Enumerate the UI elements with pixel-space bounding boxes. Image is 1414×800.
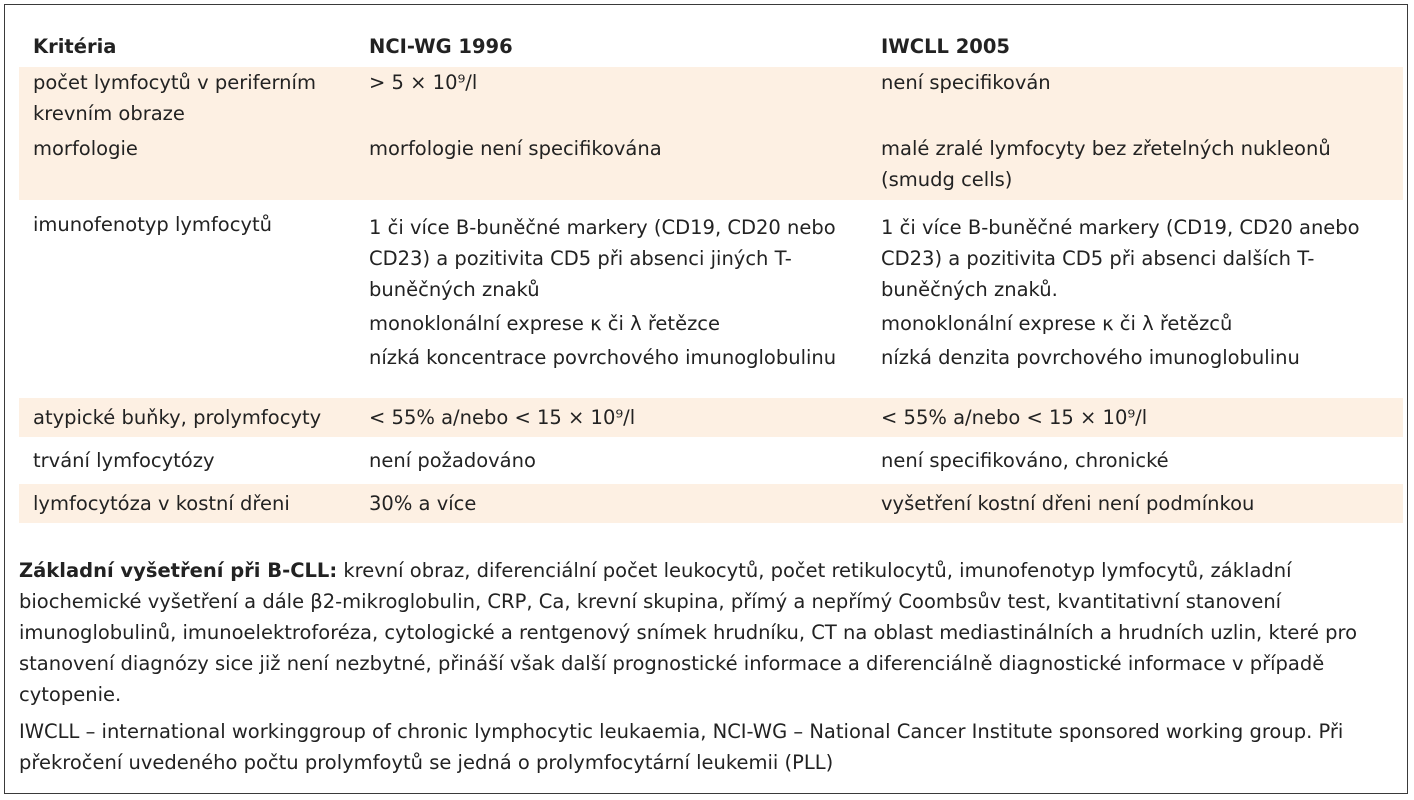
basic-examination-text: krevní obraz, diferenciální počet leukocytů, počet retikulocytů, imunofenotyp lymfocytů, základní biochemické vyšetření a dále β2-mikroglobulin, CRP, Ca, krevní skupina, přímý a nepřímý Coombsův test, kvantitativní stanovení imunoglobulinů, imunoelektroforéza, cytologické a rentgenový snímek hrudníku, CT na oblast mediastinálních a hrudních uzlin, které pro stanovení diagnózy sice již není nezbytné, přináší však další prognostické informace a diferenciálně diagnostické informace v případě cytopenie. (19, 559, 1358, 706)
nci-cell (355, 202, 867, 396)
basic-examination-note (19, 555, 1399, 710)
criteria-table (19, 31, 1403, 523)
iwcll-cell: není specifikován (867, 67, 1403, 133)
header-criteria: Kritéria (33, 35, 117, 58)
table-frame (4, 4, 1408, 794)
nci-cell: > 5 × 10⁹/l (355, 67, 867, 133)
iwcll-item: 1 či více B-buněčné markery (CD19, CD20 anebo CD23) a pozitivita CD5 při absenci dalších T-buněčných znaků. (881, 216, 1360, 301)
criterion-cell: imunofenotyp lymfocytů (19, 202, 355, 396)
nci-item: monoklonální exprese κ či λ řetězce (369, 312, 721, 335)
header-nci-wg-1996: NCI-WG 1996 (369, 35, 513, 58)
nci-cell: není požadováno (355, 439, 867, 482)
nci-cell: < 55% a/nebo < 15 × 10⁹/l (355, 396, 867, 439)
nci-cell: 30% a více (355, 482, 867, 523)
nci-item: 1 či více B-buněčné markery (CD19, CD20 nebo CD23) a pozitivita CD5 při absenci jiných T-buněčných znaků (369, 216, 836, 301)
header-iwcll-2005: IWCLL 2005 (881, 35, 1010, 58)
iwcll-cell: není specifikováno, chronické (867, 439, 1403, 482)
table-row (19, 396, 1403, 439)
table-row (19, 482, 1403, 523)
table-row (19, 67, 1403, 133)
criterion-cell: atypické buňky, prolymfocyty (19, 396, 355, 439)
basic-examination-label: Základní vyšetření při B-CLL: (19, 559, 338, 582)
iwcll-item: nízká denzita povrchového imunoglobulinu (881, 346, 1300, 369)
criterion-cell: trvání lymfocytózy (19, 439, 355, 482)
table-row (19, 133, 1403, 202)
iwcll-cell: < 55% a/nebo < 15 × 10⁹/l (867, 396, 1403, 439)
iwcll-cell (867, 202, 1403, 396)
iwcll-item: monoklonální exprese κ či λ řetězců (881, 312, 1233, 335)
criterion-cell: lymfocytóza v kostní dřeni (19, 482, 355, 523)
criterion-cell: počet lymfocytů v periferním krevním obraze (19, 67, 355, 133)
nci-item: nízká koncentrace povrchového imunoglobulinu (369, 346, 837, 369)
abbreviations-note: IWCLL – international workinggroup of chronic lymphocytic leukaemia, NCI-WG – National Cancer Institute sponsored working group. Při překročení uvedeného počtu prolymfoytů se jedná o prolymfocytární leukemii (PLL) (19, 720, 1344, 774)
iwcll-cell: malé zralé lymfocyty bez zřetelných nukleonů (smudg cells) (867, 133, 1403, 202)
criterion-cell: morfologie (19, 133, 355, 202)
table-row (19, 439, 1403, 482)
table-header-row (19, 31, 1403, 67)
nci-cell: morfologie není specifikována (355, 133, 867, 202)
iwcll-cell: vyšetření kostní dřeni není podmínkou (867, 482, 1403, 523)
table-row (19, 202, 1403, 396)
